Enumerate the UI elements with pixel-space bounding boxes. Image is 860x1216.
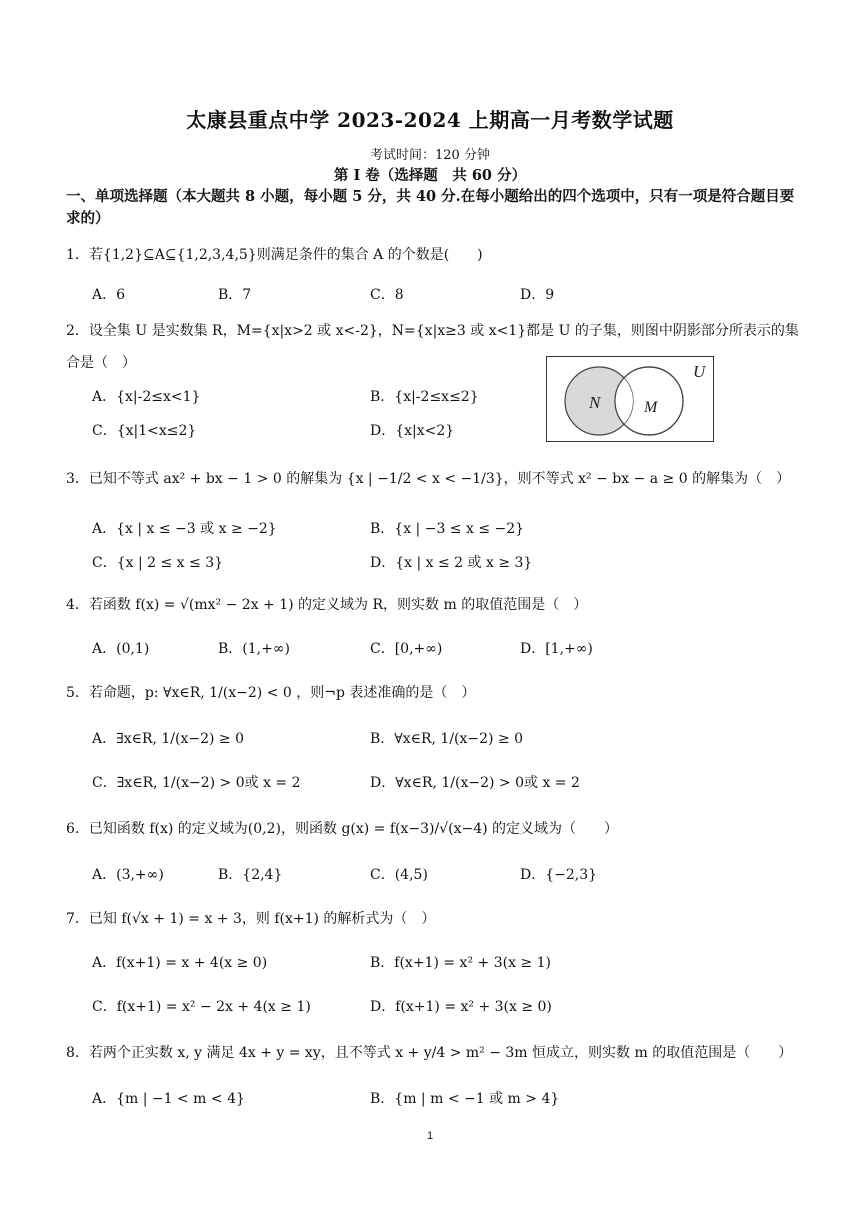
q2-option-c: C．{x|1<x≤2} xyxy=(92,423,197,439)
q4-option-b: B．(1,+∞) xyxy=(218,641,290,657)
q6-option-c: C．(4,5) xyxy=(370,867,428,883)
q3-option-c: C．{x | 2 ≤ x ≤ 3} xyxy=(92,555,224,571)
q7-option-b: B．f(x+1) = x² + 3(x ≥ 1) xyxy=(370,955,551,971)
q4-option-c: C．[0,+∞) xyxy=(370,641,443,657)
q5-option-b: B．∀x∈R, 1/(x−2) ≥ 0 xyxy=(370,731,524,747)
question-2-stem-cont: 合是（ ） xyxy=(66,355,136,371)
q6-option-b: B．{2,4} xyxy=(218,867,283,883)
part-heading: 第 I 卷（选择题 共 60 分） xyxy=(333,167,527,184)
q5-option-c: C．∃x∈R, 1/(x−2) > 0或 x = 2 xyxy=(92,775,301,791)
exam-time: 考试时间：120 分钟 xyxy=(370,148,490,163)
q4-option-a: A．(0,1) xyxy=(92,641,150,657)
section-heading: 一、单项选择题（本大题共 8 小题，每小题 5 分，共 40 分.在每小题给出的四个选项中，只有一项是符合题目要求的） xyxy=(66,188,795,227)
q7-option-d: D．f(x+1) = x² + 3(x ≥ 0) xyxy=(370,999,552,1015)
q1-option-a: A．6 xyxy=(92,287,126,303)
question-1-stem: 1．若{1,2}⊆A⊆{1,2,3,4,5}则满足条件的集合 A 的个数是( ) xyxy=(66,247,483,263)
q6-option-d: D．{−2,3} xyxy=(520,867,598,883)
page-number: 1 xyxy=(426,1130,434,1142)
venn-label-m: M xyxy=(644,399,658,416)
question-8-stem: 8．若两个正实数 x, y 满足 4x + y = xy，且不等式 x + y/4 > m² − 3m 恒成立，则实数 m 的取值范围是（ ） xyxy=(66,1045,793,1061)
q7-option-c: C．f(x+1) = x² − 2x + 4(x ≥ 1) xyxy=(92,999,311,1015)
q3-option-a: A．{x | x ≤ −3 或 x ≥ −2} xyxy=(92,521,277,537)
q1-option-d: D．9 xyxy=(520,287,555,303)
q8-option-b: B．{m | m < −1 或 m > 4} xyxy=(370,1091,560,1107)
question-2-stem: 2．设全集 U 是实数集 R，M={x|x>2 或 x<-2}，N={x|x≥3 或 x<1}都是 U 的子集，则图中阴影部分所表示的集 xyxy=(66,323,799,339)
question-5-stem: 5．若命题，p: ∀x∈R, 1/(x−2) < 0 ，则¬p 表述准确的是（ ） xyxy=(66,685,476,701)
q3-option-d: D．{x | x ≤ 2 或 x ≥ 3} xyxy=(370,555,533,571)
q4-option-d: D．[1,+∞) xyxy=(520,641,593,657)
q8-option-a: A．{m | −1 < m < 4} xyxy=(92,1091,245,1107)
q3-option-b: B．{x | −3 ≤ x ≤ −2} xyxy=(370,521,525,537)
q1-option-c: C．8 xyxy=(370,287,404,303)
venn-label-u: U xyxy=(693,362,706,381)
q1-option-b: B．7 xyxy=(218,287,252,303)
question-7-stem: 7．已知 f(√x + 1) = x + 3，则 f(x+1) 的解析式为（ ） xyxy=(66,911,436,927)
q2-option-d: D．{x|x<2} xyxy=(370,423,455,439)
q2-option-a: A．{x|-2≤x<1} xyxy=(92,389,201,405)
q5-option-a: A．∃x∈R, 1/(x−2) ≥ 0 xyxy=(92,731,245,747)
q5-option-d: D．∀x∈R, 1/(x−2) > 0或 x = 2 xyxy=(370,775,580,791)
q6-option-a: A．(3,+∞) xyxy=(92,867,164,883)
venn-diagram xyxy=(546,356,714,442)
q7-option-a: A．f(x+1) = x + 4(x ≥ 0) xyxy=(92,955,268,971)
question-6-stem: 6．已知函数 f(x) 的定义域为(0,2)，则函数 g(x) = f(x−3)/√(x−4) 的定义域为（ ） xyxy=(66,821,619,837)
question-3-stem: 3．已知不等式 ax² + bx − 1 > 0 的解集为 {x | −1/2 < x < −1/3}，则不等式 x² − bx − a ≥ 0 的解集为（ ） xyxy=(66,471,791,487)
venn-label-n: N xyxy=(589,393,601,412)
question-4-stem: 4．若函数 f(x) = √(mx² − 2x + 1) 的定义域为 R，则实数 m 的取值范围是（ ） xyxy=(66,597,588,613)
q2-option-b: B．{x|-2≤x≤2} xyxy=(370,389,479,405)
page-title: 太康县重点中学 2023-2024 上期高一月考数学试题 xyxy=(186,108,674,132)
